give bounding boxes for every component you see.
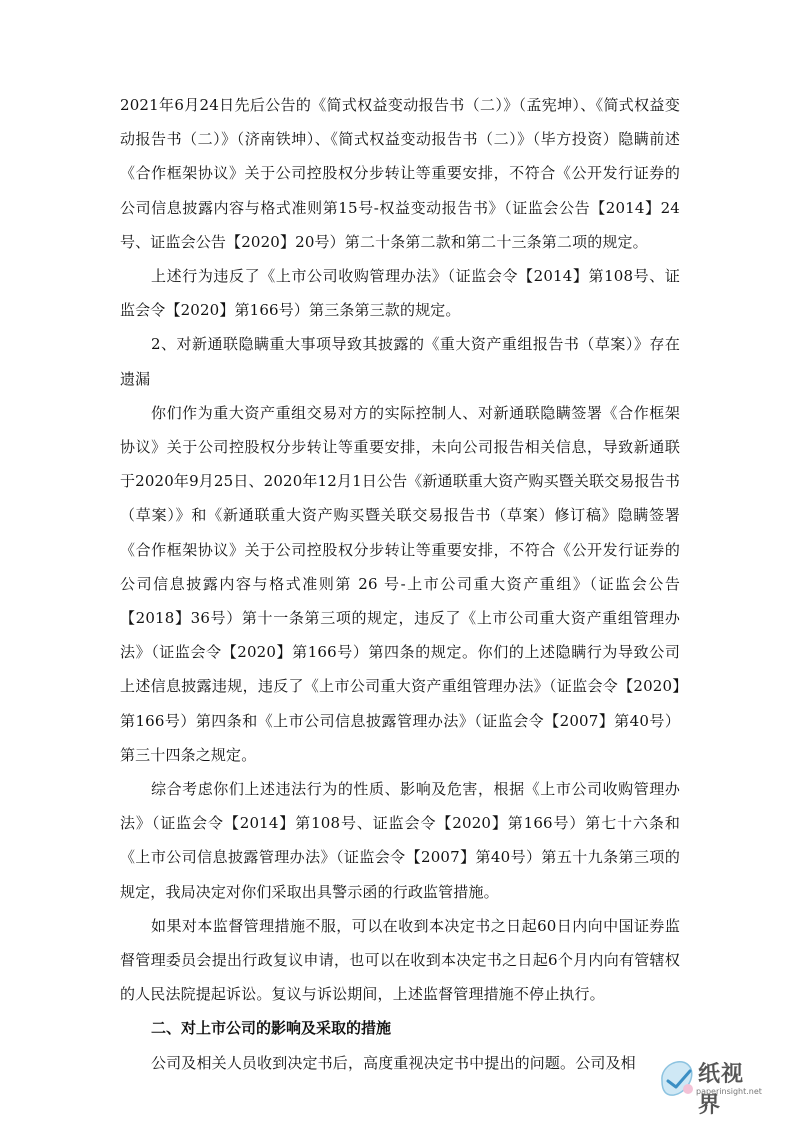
paragraph-company-response: 公司及相关人员收到决定书后，高度重视决定书中提出的问题。公司及相 <box>151 1053 636 1072</box>
watermark-brand: 纸视界 <box>698 1062 745 1118</box>
paragraph-violation-summary: 上述行为违反了《上市公司收购管理办法》（证监会令【2014】第108号、证监会令【2020】第166号）第三条第三款的规定。 <box>120 267 680 320</box>
section-heading-impact: 二、对上市公司的影响及采取的措施 <box>151 1019 392 1038</box>
paragraph-disclosure-violation: 2021年6月24日先后公告的《简式权益变动报告书（二）》（孟宪坤）、《简式权益变动报告书（二）》（济南铁坤）、《简式权益变动报告书（二）》（毕方投资）隐瞒前述《合作框架协议》关于公司控股权分步转让等重要安排，不符合《公开发行证券的公司信息披露内容与格式准则第15号-权益变动报告书》（证监会公告【2014】24号、证监会公告【2020】20号）第二十条第二款和第二十三条第二项的规定。 <box>120 96 680 251</box>
watermark-url: paperinsight.net <box>696 1087 762 1096</box>
paragraph-decision: 综合考虑你们上述违法行为的性质、影响及危害，根据《上市公司收购管理办法》（证监会令【2014】第108号、证监会令【2020】第166号）第七十六条和《上市公司信息披露管理办法》（证监会令【2007】第40号）第五十九条第三项的规定，我局决定对你们采取出具警示函的行政监管措施。 <box>120 780 680 901</box>
document-body <box>120 88 680 1080</box>
paragraph-item-2-title: 2、对新通联隐瞒重大事项导致其披露的《重大资产重组报告书（草案）》存在遗漏 <box>120 335 680 388</box>
paragraph-appeal-rights: 如果对本监督管理措施不服，可以在收到本决定书之日起60日内向中国证券监督管理委员会提出行政复议申请，也可以在收到本决定书之日起6个月内向有管辖权的人民法院提起诉讼。复议与诉讼期间，上述监督管理措施不停止执行。 <box>120 916 680 1004</box>
watermark-logo <box>656 1043 766 1118</box>
paragraph-restructuring-concealment: 你们作为重大资产重组交易对方的实际控制人、对新通联隐瞒签署《合作框架协议》关于公司控股权分步转让等重要安排，未向公司报告相关信息，导致新通联于2020年9月25日、2020年12月1日公告《新通联重大资产购买暨关联交易报告书（草案）》和《新通联重大资产购买暨关联交易报告书（草案）修订稿》隐瞒签署《合作框架协议》关于公司控股权分步转让等重要安排，不符合《公开发行证券的公司信息披露内容与格式准则第 26 号-上市公司重大资产重组》（证监会公告【2018】36号）第十一条第三项的规定，违反了《上市公司重大资产重组管理办法》（证监会令【2020】第166号）第四条的规定。你们的上述隐瞒行为导致公司上述信息披露违规，违反了《上市公司重大资产重组管理办法》（证监会令【2020】第166号）第四条和《上市公司信息披露管理办法》（证监会令【2007】第40号）第三十四条之规定。 <box>120 403 680 764</box>
paperinsight-logo-icon <box>656 1051 700 1103</box>
